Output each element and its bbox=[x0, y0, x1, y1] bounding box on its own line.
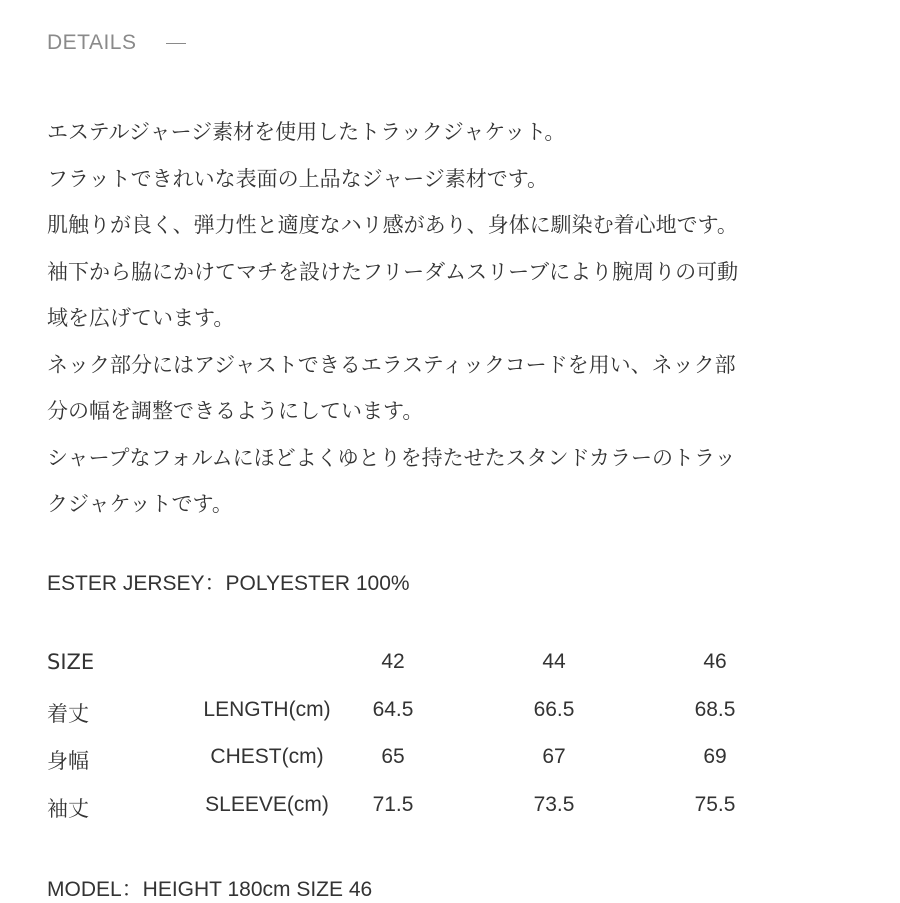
description-line: 域を広げています。 bbox=[47, 306, 235, 330]
dash-divider bbox=[166, 43, 186, 44]
table-cell: 73.5 bbox=[533, 792, 575, 816]
row-label-en: LENGTH(cm) bbox=[203, 697, 331, 721]
size-table bbox=[47, 642, 847, 832]
description-line: クジャケットです。 bbox=[47, 492, 233, 516]
description-line: 分の幅を調整できるようにしています。 bbox=[47, 399, 424, 423]
material-info: ESTER JERSEY：POLYESTER 100% bbox=[47, 572, 410, 595]
description-line: 肌触りが良く、弾力性と適度なハリ感があり、身体に馴染む着心地です。 bbox=[47, 213, 738, 237]
model-info: MODEL：HEIGHT 180cm SIZE 46 bbox=[47, 878, 373, 901]
table-row-sleeve bbox=[47, 785, 847, 833]
row-label-en: SLEEVE(cm) bbox=[205, 792, 329, 816]
table-cell: 68.5 bbox=[694, 697, 736, 721]
size-label: SIZE bbox=[47, 650, 95, 674]
table-cell: 65 bbox=[381, 745, 405, 768]
row-label-jp: 着丈 bbox=[47, 701, 89, 726]
size-42: 42 bbox=[381, 650, 405, 673]
row-label-en: CHEST(cm) bbox=[210, 745, 324, 768]
row-label-jp: 身幅 bbox=[47, 749, 89, 773]
table-row-chest bbox=[47, 737, 847, 785]
description-line: 袖下から脇にかけてマチを設けたフリーダムスリーブにより腕周りの可動 bbox=[47, 259, 739, 284]
size-44: 44 bbox=[542, 650, 566, 673]
description-line: フラットできれいな表面の上品なジャージ素材です。 bbox=[47, 166, 549, 191]
description-line: シャープなフォルムにほどよくゆとりを持たせたスタンドカラーのトラッ bbox=[47, 445, 736, 470]
row-label-jp: 袖丈 bbox=[47, 796, 89, 821]
table-cell: 71.5 bbox=[372, 792, 414, 816]
details-header bbox=[47, 31, 186, 55]
table-cell: 67 bbox=[542, 745, 566, 768]
product-description bbox=[47, 109, 847, 528]
table-cell: 69 bbox=[703, 745, 727, 768]
size-46: 46 bbox=[703, 650, 727, 673]
table-cell: 64.5 bbox=[372, 697, 414, 721]
table-cell: 75.5 bbox=[694, 792, 736, 816]
description-line: エステルジャージ素材を使用したトラックジャケット。 bbox=[47, 120, 566, 144]
table-row-length bbox=[47, 690, 847, 738]
details-title: DETAILS bbox=[47, 31, 137, 54]
size-header-row bbox=[47, 642, 847, 690]
table-cell: 66.5 bbox=[533, 697, 575, 721]
description-line: ネック部分にはアジャストできるエラスティックコードを用い、ネック部 bbox=[47, 352, 736, 377]
